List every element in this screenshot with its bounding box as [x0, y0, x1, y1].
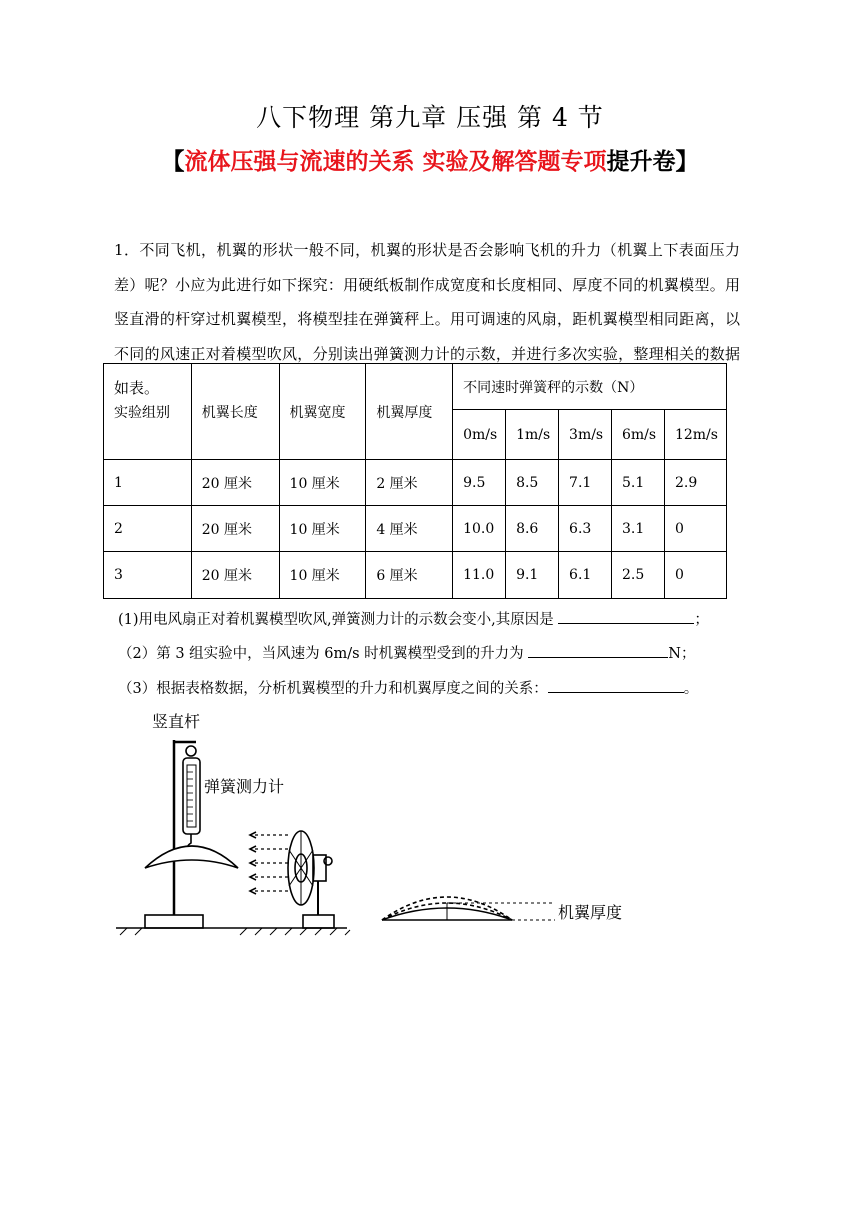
table-cell: 6.1 [559, 552, 612, 599]
ground-hatching [120, 928, 350, 935]
table-cell: 2 厘米 [366, 460, 453, 506]
table-cell: 2.9 [664, 460, 726, 506]
table-cell: 2.5 [612, 552, 665, 599]
header-group: 实验组别 [104, 364, 192, 460]
table-cell: 10.0 [453, 506, 506, 552]
scale-ring-icon [186, 746, 196, 756]
wing-model [145, 846, 238, 868]
table-cell: 20 厘米 [191, 506, 279, 552]
table-cell: 4 厘米 [366, 506, 453, 552]
page-title: 八下物理 第九章 压强 第 4 节 [256, 103, 604, 132]
subtitle-topic: 流体压强与流速的关系 实验及解答题专项 [184, 148, 607, 175]
spring-scale [183, 758, 200, 834]
table-cell: 6 厘米 [366, 552, 453, 599]
header-speed: 0m/s [453, 410, 506, 460]
header-thickness: 机翼厚度 [366, 364, 453, 460]
header-speed: 3m/s [559, 410, 612, 460]
sub-question-1-text: (1)用电风扇正对着机翼模型吹风,弹簧测力计的示数会变小,其原因是 [118, 612, 554, 628]
header-speed: 6m/s [612, 410, 665, 460]
subtitle-level: 提升卷 [606, 148, 676, 175]
sub-question-1-end: ； [694, 612, 709, 628]
label-vertical-rod: 竖直杆 [152, 712, 201, 731]
table-cell: 11.0 [453, 552, 506, 599]
table-cell: 20 厘米 [191, 460, 279, 506]
sub-question-2-end: N； [668, 646, 696, 662]
table-cell: 7.1 [559, 460, 612, 506]
label-spring-scale: 弹簧测力计 [204, 777, 285, 796]
scale-ticks [187, 772, 193, 821]
table-cell: 8.5 [506, 460, 559, 506]
sub-question-3-text: （3）根据表格数据，分析机翼模型的升力和机翼厚度之间的关系： [118, 681, 548, 697]
table-cell: 10 厘米 [279, 552, 366, 599]
header-length: 机翼长度 [191, 364, 279, 460]
table-cell: 9.5 [453, 460, 506, 506]
table-cell: 3.1 [612, 506, 665, 552]
table-cell: 6.3 [559, 506, 612, 552]
table-cell: 10 厘米 [279, 460, 366, 506]
subtitle-bracket-open: 【 [161, 148, 185, 175]
header-spring-readings: 不同速时弹簧秤的示数（N） [453, 364, 727, 410]
table-cell: 10 厘米 [279, 506, 366, 552]
table-cell: 20 厘米 [191, 552, 279, 599]
subtitle-bracket-close: 】 [675, 148, 699, 175]
table-cell: 9.1 [506, 552, 559, 599]
fan-base [303, 915, 334, 928]
table-cell: 0 [664, 552, 726, 599]
header-width: 机翼宽度 [279, 364, 366, 460]
label-wing-thickness: 机翼厚度 [558, 903, 623, 922]
header-speed: 1m/s [506, 410, 559, 460]
table-cell: 8.6 [506, 506, 559, 552]
header-speed: 12m/s [664, 410, 726, 460]
table-cell: 1 [104, 460, 192, 506]
sub-question-3-end: 。 [683, 681, 699, 697]
table-cell: 3 [104, 552, 192, 599]
table-cell: 5.1 [612, 460, 665, 506]
table-cell: 2 [104, 506, 192, 552]
table-cell: 0 [664, 506, 726, 552]
question-1-intro: 1．不同飞机，机翼的形状一般不同，机翼的形状是否会影响飞机的升力（机翼上下表面压力差）呢？小应为此进行如下探究：用硬纸板制作成宽度和长度相同、厚度不同的机翼模型。用竖直滑的杆穿过机翼模型，将模型挂在弹簧秤上。用可调速的风扇，距机翼模型相同距离，以不同的风速正对着模型吹风，分别读出弹簧测力计的示数，并进行多次实验，整理相关的数据如表。 [114, 241, 740, 397]
sub-question-2-text: （2）第 3 组实验中，当风速为 6m/s 时机翼模型受到的升力为 [118, 646, 524, 662]
wind-arrows [255, 835, 290, 891]
stand-base [145, 915, 203, 928]
